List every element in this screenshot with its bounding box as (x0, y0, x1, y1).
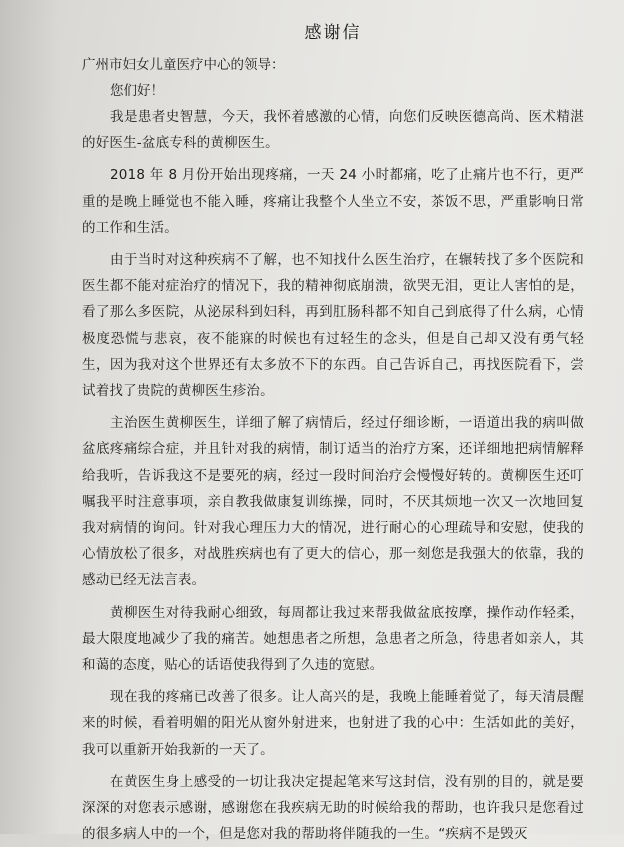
letter-paragraph-5: 黄柳医生对待我耐心细致，每周都让我过来帮我做盆底按摩，操作动作轻柔，最大限度地减少了我的痛苦。她想患者之所想，急患者之所急，待患者如亲人，其和蔼的态度，贴心的话语使我得到了久违的宽慰。 (82, 604, 584, 674)
letter-greeting: 您们好！ (110, 83, 164, 99)
letter-paragraph-6: 现在我的疼痛已改善了很多。让人高兴的是，我晚上能睡着觉了，每天清晨醒来的时候，看着明媚的阳光从窗外射进来，也射进了我的心中：生活如此的美好，我可以重新开始我新的一天了。 (82, 689, 584, 758)
letter-paragraph-3: 由于当时对这种疾病不了解，也不知找什么医生治疗，在辗转找了多个医院和医生都不能对症治疗的情况下，我的精神彻底崩溃，欲哭无泪，更让人害怕的是，看了那么多医院，从泌尿科到妇科，再到肛肠科都不知自己到底得了什么病，心情极度恐慌与悲哀，夜不能寐的时候也有过轻生的念头，但是自己却又没有勇气轻生，因为我对这个世界还有太多放不下的东西。自己告诉自己，再找医院看下，尝试着找了贵院的黄柳医生疹治。 (82, 252, 584, 400)
letter-paragraph-1: 我是患者史智慧，今天，我怀着感激的心情，向您们反映医德高尚、医术精湛的好医生-盆底专科的黄柳医生。 (82, 109, 584, 152)
letter-paragraph-2: 2018 年 8 月份开始出现疼痛，一天 24 小时都痛，吃了止痛片也不行，更严重的是晚上睡觉也不能入睡，疼痛让我整个人坐立不安，茶饭不思，严重影响日常的工作和生活。 (82, 167, 584, 236)
letter-paragraph-7: 在黄医生身上感受的一切让我决定提起笔来写这封信，没有别的目的，就是要深深的对您表示感谢，感谢您在我疾病无助的时候给我的帮助，也许我只是您看过的很多病人中的一个，但是您对我的帮助将伴随我的一生。“疾病不是毁灭 (82, 773, 584, 843)
letter-title: 感谢信 (304, 23, 362, 43)
letter-salutation: 广州市妇女儿童医疗中心的领导： (82, 57, 285, 73)
letter-paragraph-4: 主治医生黄柳医生，详细了解了病情后，经过仔细诊断，一语道出我的病叫做盆底疼痛综合症，并且针对我的病情，制订适当的治疗方案，还详细地把病情解释给我听，告诉我这不是要死的病，经过一段时间治疗会慢慢好转的。黄柳医生还叮嘱我平时注意事项，亲自教我做康复训练操，同时，不厌其烦地一次又一次地回复我对病情的询问。针对我心理压力大的情况，进行耐心的心理疏导和安慰，使我的心情放松了很多，对战胜疾病也有了更大的信心，那一刻您是我强大的依靠，我的感动已经无法言表。 (82, 415, 584, 589)
